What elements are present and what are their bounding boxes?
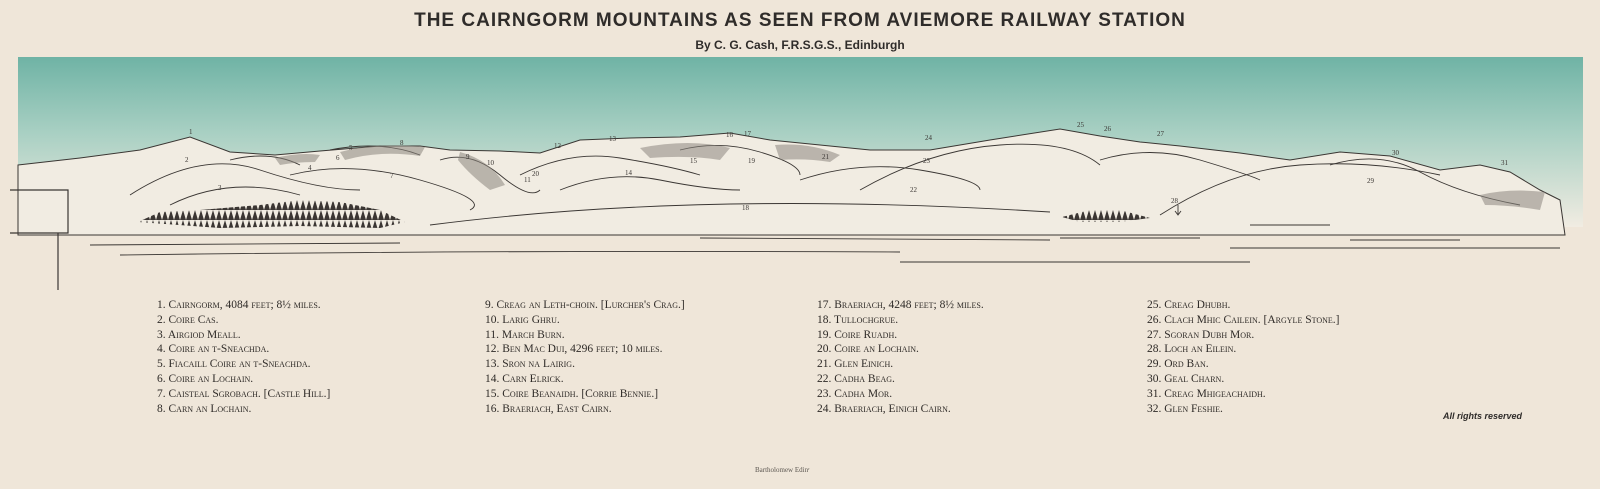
- legend-item: 18. Tullochgrue.: [817, 313, 899, 326]
- legend-item: 26. Clach Mhic Cailein. [Argyle Stone.]: [1147, 313, 1340, 326]
- legend-item: 24. Braeriach, Einich Cairn.: [817, 402, 951, 415]
- panorama-label-10: 10: [487, 159, 494, 167]
- legend-item: 20. Coire an Lochain.: [817, 343, 919, 356]
- panorama-label-21: 21: [822, 153, 829, 161]
- legend-item: 17. Braeriach, 4248 feet; 8½ miles.: [817, 299, 984, 311]
- legend-item: 6. Coire an Lochain.: [157, 372, 254, 385]
- legend-item: 8. Carn an Lochain.: [157, 402, 252, 415]
- panorama-label-26: 26: [1104, 125, 1111, 133]
- legend-column-2: [485, 298, 685, 416]
- panorama-label-25: 25: [1077, 121, 1084, 129]
- panorama-label-4: 4: [308, 164, 312, 172]
- legend-item: 7. Caisteal Sgrobach. [Castle Hill.]: [157, 387, 331, 400]
- legend-item: 2. Coire Cas.: [157, 313, 219, 326]
- legend-item: 13. Sron na Lairig.: [485, 358, 575, 371]
- legend-item: 4. Coire an t-Sneachda.: [157, 343, 270, 356]
- panorama-label-14: 14: [625, 169, 632, 177]
- panorama-label-30: 30: [1392, 149, 1399, 157]
- legend-item: 21. Glen Einich.: [817, 358, 894, 371]
- panorama-label-27: 27: [1157, 130, 1164, 138]
- printer-imprint: Bartholomew Edinʳ: [755, 466, 810, 474]
- legend-item: 14. Carn Elrick.: [485, 372, 564, 385]
- legend-item: 10. Larig Ghru.: [485, 313, 560, 326]
- panorama-label-17: 17: [744, 130, 751, 138]
- panorama-label-29: 29: [1367, 177, 1374, 185]
- panorama-label-15: 15: [690, 157, 697, 165]
- panorama-label-8: 8: [400, 139, 404, 147]
- legend-item: 28. Loch an Eilein.: [1147, 343, 1237, 356]
- panorama-label-5: 5: [349, 144, 353, 152]
- legend-column-3: [817, 298, 984, 416]
- legend-item: 9. Creag an Leth-choin. [Lurcher's Crag.]: [485, 299, 685, 311]
- legend-item: 11. March Burn.: [485, 328, 565, 341]
- legend-column-4: [1147, 298, 1340, 416]
- legend-item: 23. Cadha Mor.: [817, 387, 893, 400]
- panorama-label-16: 16: [726, 131, 733, 139]
- legend-item: 1. Cairngorm, 4084 feet; 8½ miles.: [157, 299, 321, 311]
- panorama-label-24: 24: [925, 134, 932, 142]
- legend-item: 15. Coire Beanaidh. [Corrie Bennie.]: [485, 387, 659, 400]
- page-title: THE CAIRNGORM MOUNTAINS AS SEEN FROM AVIEMORE RAILWAY STATION: [414, 10, 1186, 31]
- legend-item: 30. Geal Charn.: [1147, 372, 1225, 385]
- legend-item: 3. Airgiod Meall.: [157, 328, 241, 341]
- panorama-label-13: 13: [609, 135, 616, 143]
- panorama-label-1: 1: [189, 128, 193, 136]
- panorama-label-12: 12: [554, 142, 561, 150]
- panorama-label-22: 22: [910, 186, 917, 194]
- panorama-label-28: 28: [1171, 197, 1178, 205]
- panorama-label-18: 18: [742, 204, 749, 212]
- page-subtitle: By C. G. Cash, F.R.S.G.S., Edinburgh: [695, 38, 905, 52]
- panorama-label-3: 3: [218, 184, 222, 192]
- legend-item: 19. Coire Ruadh.: [817, 328, 898, 341]
- rights-notice: All rights reserved: [1443, 411, 1523, 421]
- legend-item: 16. Braeriach, East Cairn.: [485, 402, 612, 415]
- panorama-label-11: 11: [524, 176, 531, 184]
- panorama-label-19: 19: [748, 157, 755, 165]
- panorama-label-20: 20: [532, 170, 539, 178]
- panorama-label-23: 23: [923, 157, 930, 165]
- legend-column-1: [157, 298, 330, 416]
- panorama-label-6: 6: [336, 154, 340, 162]
- legend-item: 31. Creag Mhigeachaidh.: [1147, 387, 1266, 400]
- panorama-label-7: 7: [390, 172, 394, 180]
- legend-item: 5. Fiacaill Coire an t-Sneachda.: [157, 358, 311, 371]
- legend-item: 25. Creag Dhubh.: [1147, 299, 1231, 311]
- legend-item: 29. Ord Ban.: [1147, 358, 1209, 371]
- legend-item: 22. Cadha Beag.: [817, 372, 895, 385]
- panorama-label-2: 2: [185, 156, 189, 164]
- legend-item: 12. Ben Mac Dui, 4296 feet; 10 miles.: [485, 343, 663, 356]
- legend-item: 32. Glen Feshie.: [1147, 402, 1223, 415]
- panorama-label-9: 9: [466, 153, 470, 161]
- panorama-label-31: 31: [1501, 159, 1508, 167]
- legend-item: 27. Sgoran Dubh Mor.: [1147, 328, 1255, 341]
